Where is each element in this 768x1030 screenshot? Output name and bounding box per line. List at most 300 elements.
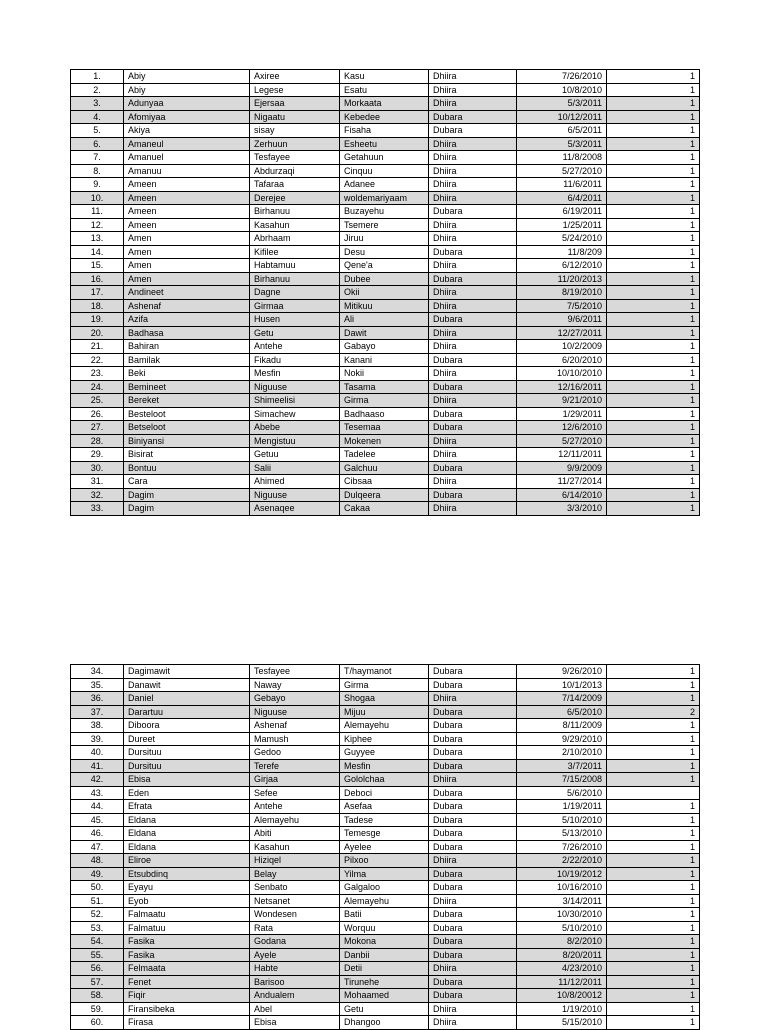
cell-first-name: Danawit	[124, 678, 250, 692]
cell-sex: Dubara	[429, 124, 517, 138]
cell-grandfather-name: Okii	[340, 286, 429, 300]
cell-row-number: 15.	[71, 259, 124, 273]
cell-sex: Dubara	[429, 313, 517, 327]
cell-sex: Dubara	[429, 461, 517, 475]
table-row	[71, 759, 700, 773]
table-row	[71, 692, 700, 706]
cell-grandfather-name: Gololchaa	[340, 773, 429, 787]
cell-first-name: Diboora	[124, 719, 250, 733]
cell-birth-date: 10/19/2012	[517, 867, 607, 881]
cell-father-name: Abebe	[250, 421, 340, 435]
cell-count: 1	[607, 975, 700, 989]
cell-first-name: Bereket	[124, 394, 250, 408]
cell-row-number: 16.	[71, 272, 124, 286]
cell-father-name: Alemayehu	[250, 813, 340, 827]
cell-birth-date: 1/29/2011	[517, 407, 607, 421]
cell-sex: Dubara	[429, 975, 517, 989]
cell-count: 1	[607, 488, 700, 502]
table-row	[71, 286, 700, 300]
cell-count: 1	[607, 340, 700, 354]
cell-birth-date: 5/6/2010	[517, 786, 607, 800]
cell-sex: Dubara	[429, 786, 517, 800]
table-row	[71, 380, 700, 394]
table-row	[71, 313, 700, 327]
cell-birth-date: 5/24/2010	[517, 232, 607, 246]
cell-father-name: Tesfayee	[250, 151, 340, 165]
cell-grandfather-name: Shogaa	[340, 692, 429, 706]
cell-grandfather-name: Pilxoo	[340, 854, 429, 868]
cell-first-name: Amen	[124, 232, 250, 246]
cell-row-number: 20.	[71, 326, 124, 340]
cell-birth-date: 11/20/2013	[517, 272, 607, 286]
cell-birth-date: 5/27/2010	[517, 434, 607, 448]
cell-first-name: Abiy	[124, 70, 250, 84]
cell-father-name: Fikadu	[250, 353, 340, 367]
cell-grandfather-name: Mokenen	[340, 434, 429, 448]
cell-sex: Dubara	[429, 935, 517, 949]
cell-birth-date: 8/11/2009	[517, 719, 607, 733]
cell-birth-date: 12/11/2011	[517, 448, 607, 462]
cell-birth-date: 6/12/2010	[517, 259, 607, 273]
cell-grandfather-name: Ali	[340, 313, 429, 327]
cell-grandfather-name: Fisaha	[340, 124, 429, 138]
cell-row-number: 41.	[71, 759, 124, 773]
cell-grandfather-name: Tsemere	[340, 218, 429, 232]
table-row	[71, 1002, 700, 1016]
cell-birth-date: 6/19/2011	[517, 205, 607, 219]
cell-grandfather-name: Getu	[340, 1002, 429, 1016]
cell-count: 1	[607, 935, 700, 949]
cell-sex: Dhiira	[429, 191, 517, 205]
cell-grandfather-name: Asefaa	[340, 800, 429, 814]
cell-father-name: Kasahun	[250, 218, 340, 232]
cell-birth-date: 5/10/2010	[517, 813, 607, 827]
table-row	[71, 191, 700, 205]
cell-row-number: 39.	[71, 732, 124, 746]
table-row	[71, 326, 700, 340]
cell-first-name: Ameen	[124, 218, 250, 232]
cell-count: 1	[607, 124, 700, 138]
cell-grandfather-name: Adanee	[340, 178, 429, 192]
cell-first-name: Bahiran	[124, 340, 250, 354]
cell-father-name: Rata	[250, 921, 340, 935]
table-row	[71, 665, 700, 679]
cell-sex: Dhiira	[429, 259, 517, 273]
cell-count: 1	[607, 948, 700, 962]
cell-grandfather-name: Cibsaa	[340, 475, 429, 489]
table-row	[71, 394, 700, 408]
cell-row-number: 45.	[71, 813, 124, 827]
cell-count: 1	[607, 773, 700, 787]
cell-row-number: 23.	[71, 367, 124, 381]
cell-first-name: Fasika	[124, 935, 250, 949]
cell-grandfather-name: Cinquu	[340, 164, 429, 178]
cell-sex: Dhiira	[429, 137, 517, 151]
cell-row-number: 28.	[71, 434, 124, 448]
cell-grandfather-name: Alemayehu	[340, 719, 429, 733]
cell-row-number: 6.	[71, 137, 124, 151]
table-row	[71, 218, 700, 232]
cell-row-number: 2.	[71, 83, 124, 97]
table-row	[71, 367, 700, 381]
cell-father-name: Dagne	[250, 286, 340, 300]
cell-father-name: Mesfin	[250, 367, 340, 381]
table-row	[71, 719, 700, 733]
cell-count: 1	[607, 759, 700, 773]
cell-count: 1	[607, 191, 700, 205]
cell-row-number: 18.	[71, 299, 124, 313]
cell-birth-date: 6/20/2010	[517, 353, 607, 367]
cell-grandfather-name: Yilma	[340, 867, 429, 881]
cell-father-name: Godana	[250, 935, 340, 949]
cell-first-name: Eyob	[124, 894, 250, 908]
table-row	[71, 840, 700, 854]
cell-first-name: Falmaatu	[124, 908, 250, 922]
cell-sex: Dhiira	[429, 475, 517, 489]
cell-first-name: Akiya	[124, 124, 250, 138]
cell-first-name: Bontuu	[124, 461, 250, 475]
cell-first-name: Beki	[124, 367, 250, 381]
cell-birth-date: 2/10/2010	[517, 746, 607, 760]
cell-count: 1	[607, 299, 700, 313]
cell-father-name: Ahimed	[250, 475, 340, 489]
cell-row-number: 8.	[71, 164, 124, 178]
cell-sex: Dubara	[429, 272, 517, 286]
cell-row-number: 34.	[71, 665, 124, 679]
cell-first-name: Darartuu	[124, 705, 250, 719]
cell-grandfather-name: Nokii	[340, 367, 429, 381]
table-row	[71, 962, 700, 976]
cell-sex: Dhiira	[429, 299, 517, 313]
cell-first-name: Bemineet	[124, 380, 250, 394]
cell-birth-date: 1/19/2010	[517, 1002, 607, 1016]
cell-father-name: Senbato	[250, 881, 340, 895]
cell-birth-date: 10/8/20012	[517, 989, 607, 1003]
cell-row-number: 22.	[71, 353, 124, 367]
cell-count: 1	[607, 178, 700, 192]
cell-father-name: Mengistuu	[250, 434, 340, 448]
cell-row-number: 33.	[71, 502, 124, 516]
cell-row-number: 60.	[71, 1016, 124, 1030]
cell-count: 1	[607, 894, 700, 908]
cell-first-name: Afomiyaa	[124, 110, 250, 124]
cell-birth-date: 5/13/2010	[517, 827, 607, 841]
cell-count: 1	[607, 272, 700, 286]
cell-sex: Dhiira	[429, 70, 517, 84]
cell-sex: Dhiira	[429, 326, 517, 340]
cell-count: 1	[607, 232, 700, 246]
cell-father-name: Barisoo	[250, 975, 340, 989]
cell-birth-date: 12/27/2011	[517, 326, 607, 340]
cell-first-name: Dagim	[124, 502, 250, 516]
cell-father-name: Abel	[250, 1002, 340, 1016]
table-row	[71, 935, 700, 949]
cell-father-name: Birhanuu	[250, 272, 340, 286]
cell-birth-date: 9/29/2010	[517, 732, 607, 746]
table-row	[71, 232, 700, 246]
cell-father-name: Niguuse	[250, 488, 340, 502]
cell-row-number: 31.	[71, 475, 124, 489]
cell-birth-date: 6/4/2011	[517, 191, 607, 205]
cell-row-number: 43.	[71, 786, 124, 800]
cell-father-name: Abiti	[250, 827, 340, 841]
cell-grandfather-name: Mitikuu	[340, 299, 429, 313]
cell-first-name: Amen	[124, 272, 250, 286]
cell-first-name: Ameen	[124, 191, 250, 205]
cell-sex: Dubara	[429, 921, 517, 935]
cell-father-name: Ashenaf	[250, 719, 340, 733]
table-row	[71, 110, 700, 124]
cell-sex: Dubara	[429, 245, 517, 259]
cell-row-number: 44.	[71, 800, 124, 814]
cell-count: 1	[607, 840, 700, 854]
cell-birth-date: 1/25/2011	[517, 218, 607, 232]
cell-count: 1	[607, 353, 700, 367]
cell-sex: Dubara	[429, 488, 517, 502]
table-row	[71, 773, 700, 787]
cell-birth-date: 7/26/2010	[517, 70, 607, 84]
cell-grandfather-name: Esatu	[340, 83, 429, 97]
cell-grandfather-name: Getahuun	[340, 151, 429, 165]
cell-birth-date: 9/6/2011	[517, 313, 607, 327]
cell-sex: Dhiira	[429, 151, 517, 165]
cell-grandfather-name: Kasu	[340, 70, 429, 84]
cell-row-number: 29.	[71, 448, 124, 462]
cell-sex: Dubara	[429, 827, 517, 841]
cell-father-name: Terefe	[250, 759, 340, 773]
cell-count	[607, 786, 700, 800]
cell-birth-date: 10/30/2010	[517, 908, 607, 922]
cell-sex: Dhiira	[429, 394, 517, 408]
table-row	[71, 407, 700, 421]
cell-sex: Dhiira	[429, 1016, 517, 1030]
cell-birth-date: 11/8/209	[517, 245, 607, 259]
cell-birth-date: 11/12/2011	[517, 975, 607, 989]
cell-grandfather-name: Badhaaso	[340, 407, 429, 421]
cell-birth-date: 10/10/2010	[517, 367, 607, 381]
cell-grandfather-name: Kebedee	[340, 110, 429, 124]
table-row	[71, 881, 700, 895]
cell-grandfather-name: Ayelee	[340, 840, 429, 854]
cell-father-name: Salii	[250, 461, 340, 475]
cell-sex: Dubara	[429, 840, 517, 854]
cell-father-name: Asenaqee	[250, 502, 340, 516]
table-row	[71, 245, 700, 259]
cell-count: 1	[607, 692, 700, 706]
cell-count: 1	[607, 732, 700, 746]
cell-grandfather-name: Guyyee	[340, 746, 429, 760]
cell-birth-date: 7/5/2010	[517, 299, 607, 313]
cell-grandfather-name: Jiruu	[340, 232, 429, 246]
cell-first-name: Amen	[124, 245, 250, 259]
cell-birth-date: 9/9/2009	[517, 461, 607, 475]
cell-row-number: 54.	[71, 935, 124, 949]
student-table-page-1	[70, 69, 700, 516]
cell-first-name: Dureet	[124, 732, 250, 746]
cell-row-number: 50.	[71, 881, 124, 895]
cell-count: 1	[607, 502, 700, 516]
cell-sex: Dubara	[429, 407, 517, 421]
cell-row-number: 53.	[71, 921, 124, 935]
cell-row-number: 30.	[71, 461, 124, 475]
cell-row-number: 46.	[71, 827, 124, 841]
cell-first-name: Eyayu	[124, 881, 250, 895]
cell-sex: Dhiira	[429, 894, 517, 908]
cell-count: 2	[607, 705, 700, 719]
cell-birth-date: 5/3/2011	[517, 137, 607, 151]
cell-father-name: sisay	[250, 124, 340, 138]
cell-grandfather-name: Tadelee	[340, 448, 429, 462]
cell-grandfather-name: Dubee	[340, 272, 429, 286]
cell-count: 1	[607, 313, 700, 327]
cell-grandfather-name: Girma	[340, 678, 429, 692]
table-row	[71, 83, 700, 97]
cell-grandfather-name: Kanani	[340, 353, 429, 367]
table-row	[71, 124, 700, 138]
cell-first-name: Falmatuu	[124, 921, 250, 935]
cell-grandfather-name: T/haymanot	[340, 665, 429, 679]
cell-sex: Dhiira	[429, 232, 517, 246]
cell-grandfather-name: Deboci	[340, 786, 429, 800]
cell-row-number: 10.	[71, 191, 124, 205]
table-row	[71, 434, 700, 448]
cell-count: 1	[607, 407, 700, 421]
cell-first-name: Amen	[124, 259, 250, 273]
cell-first-name: Eldana	[124, 827, 250, 841]
cell-sex: Dhiira	[429, 692, 517, 706]
cell-sex: Dubara	[429, 813, 517, 827]
cell-sex: Dubara	[429, 665, 517, 679]
cell-sex: Dubara	[429, 746, 517, 760]
table-row	[71, 353, 700, 367]
cell-row-number: 49.	[71, 867, 124, 881]
cell-grandfather-name: Mijuu	[340, 705, 429, 719]
cell-sex: Dubara	[429, 380, 517, 394]
table-row	[71, 908, 700, 922]
cell-count: 1	[607, 434, 700, 448]
cell-birth-date: 4/23/2010	[517, 962, 607, 976]
cell-count: 1	[607, 1002, 700, 1016]
cell-first-name: Abiy	[124, 83, 250, 97]
cell-count: 1	[607, 164, 700, 178]
cell-count: 1	[607, 245, 700, 259]
cell-father-name: Wondesen	[250, 908, 340, 922]
cell-birth-date: 11/8/2008	[517, 151, 607, 165]
cell-sex: Dhiira	[429, 962, 517, 976]
table-row	[71, 421, 700, 435]
cell-sex: Dhiira	[429, 448, 517, 462]
table-row	[71, 475, 700, 489]
cell-sex: Dubara	[429, 353, 517, 367]
cell-row-number: 7.	[71, 151, 124, 165]
cell-father-name: Husen	[250, 313, 340, 327]
cell-row-number: 27.	[71, 421, 124, 435]
cell-row-number: 58.	[71, 989, 124, 1003]
cell-count: 1	[607, 908, 700, 922]
table-row	[71, 921, 700, 935]
cell-birth-date: 3/14/2011	[517, 894, 607, 908]
cell-birth-date: 3/3/2010	[517, 502, 607, 516]
cell-grandfather-name: Dulqeera	[340, 488, 429, 502]
cell-first-name: Felmaata	[124, 962, 250, 976]
cell-sex: Dhiira	[429, 773, 517, 787]
cell-father-name: Getuu	[250, 448, 340, 462]
cell-count: 1	[607, 326, 700, 340]
table-row	[71, 299, 700, 313]
cell-count: 1	[607, 367, 700, 381]
cell-row-number: 25.	[71, 394, 124, 408]
cell-father-name: Habte	[250, 962, 340, 976]
cell-row-number: 1.	[71, 70, 124, 84]
cell-grandfather-name: Dawit	[340, 326, 429, 340]
cell-sex: Dhiira	[429, 178, 517, 192]
cell-first-name: Amanuel	[124, 151, 250, 165]
table-row	[71, 488, 700, 502]
cell-father-name: Netsanet	[250, 894, 340, 908]
cell-row-number: 57.	[71, 975, 124, 989]
cell-row-number: 21.	[71, 340, 124, 354]
cell-grandfather-name: Mokona	[340, 935, 429, 949]
cell-birth-date: 12/16/2011	[517, 380, 607, 394]
cell-father-name: Naway	[250, 678, 340, 692]
cell-birth-date: 10/2/2009	[517, 340, 607, 354]
cell-count: 1	[607, 286, 700, 300]
table-row	[71, 205, 700, 219]
cell-first-name: Eldana	[124, 813, 250, 827]
cell-count: 1	[607, 719, 700, 733]
cell-grandfather-name: Tadese	[340, 813, 429, 827]
cell-birth-date: 10/1/2013	[517, 678, 607, 692]
cell-first-name: Ashenaf	[124, 299, 250, 313]
cell-birth-date: 5/10/2010	[517, 921, 607, 935]
table-row	[71, 948, 700, 962]
cell-count: 1	[607, 475, 700, 489]
cell-birth-date: 6/5/2010	[517, 705, 607, 719]
cell-count: 1	[607, 827, 700, 841]
cell-birth-date: 7/26/2010	[517, 840, 607, 854]
cell-count: 1	[607, 665, 700, 679]
cell-birth-date: 5/3/2011	[517, 97, 607, 111]
cell-first-name: Ameen	[124, 205, 250, 219]
cell-father-name: Girjaa	[250, 773, 340, 787]
cell-grandfather-name: Alemayehu	[340, 894, 429, 908]
table-row	[71, 867, 700, 881]
cell-father-name: Birhanuu	[250, 205, 340, 219]
cell-sex: Dhiira	[429, 502, 517, 516]
cell-sex: Dubara	[429, 948, 517, 962]
cell-grandfather-name: Worquu	[340, 921, 429, 935]
cell-count: 1	[607, 110, 700, 124]
cell-father-name: Niguuse	[250, 380, 340, 394]
cell-row-number: 51.	[71, 894, 124, 908]
cell-grandfather-name: Galchuu	[340, 461, 429, 475]
cell-grandfather-name: Morkaata	[340, 97, 429, 111]
cell-count: 1	[607, 854, 700, 868]
cell-first-name: Adunyaa	[124, 97, 250, 111]
cell-first-name: Dursituu	[124, 759, 250, 773]
cell-birth-date: 12/6/2010	[517, 421, 607, 435]
cell-grandfather-name: woldemariyaam	[340, 191, 429, 205]
cell-first-name: Ameen	[124, 178, 250, 192]
cell-sex: Dhiira	[429, 854, 517, 868]
cell-first-name: Ebisa	[124, 773, 250, 787]
cell-grandfather-name: Detii	[340, 962, 429, 976]
table-row	[71, 340, 700, 354]
cell-grandfather-name: Dhangoo	[340, 1016, 429, 1030]
table-row	[71, 502, 700, 516]
cell-count: 1	[607, 205, 700, 219]
cell-father-name: Antehe	[250, 340, 340, 354]
